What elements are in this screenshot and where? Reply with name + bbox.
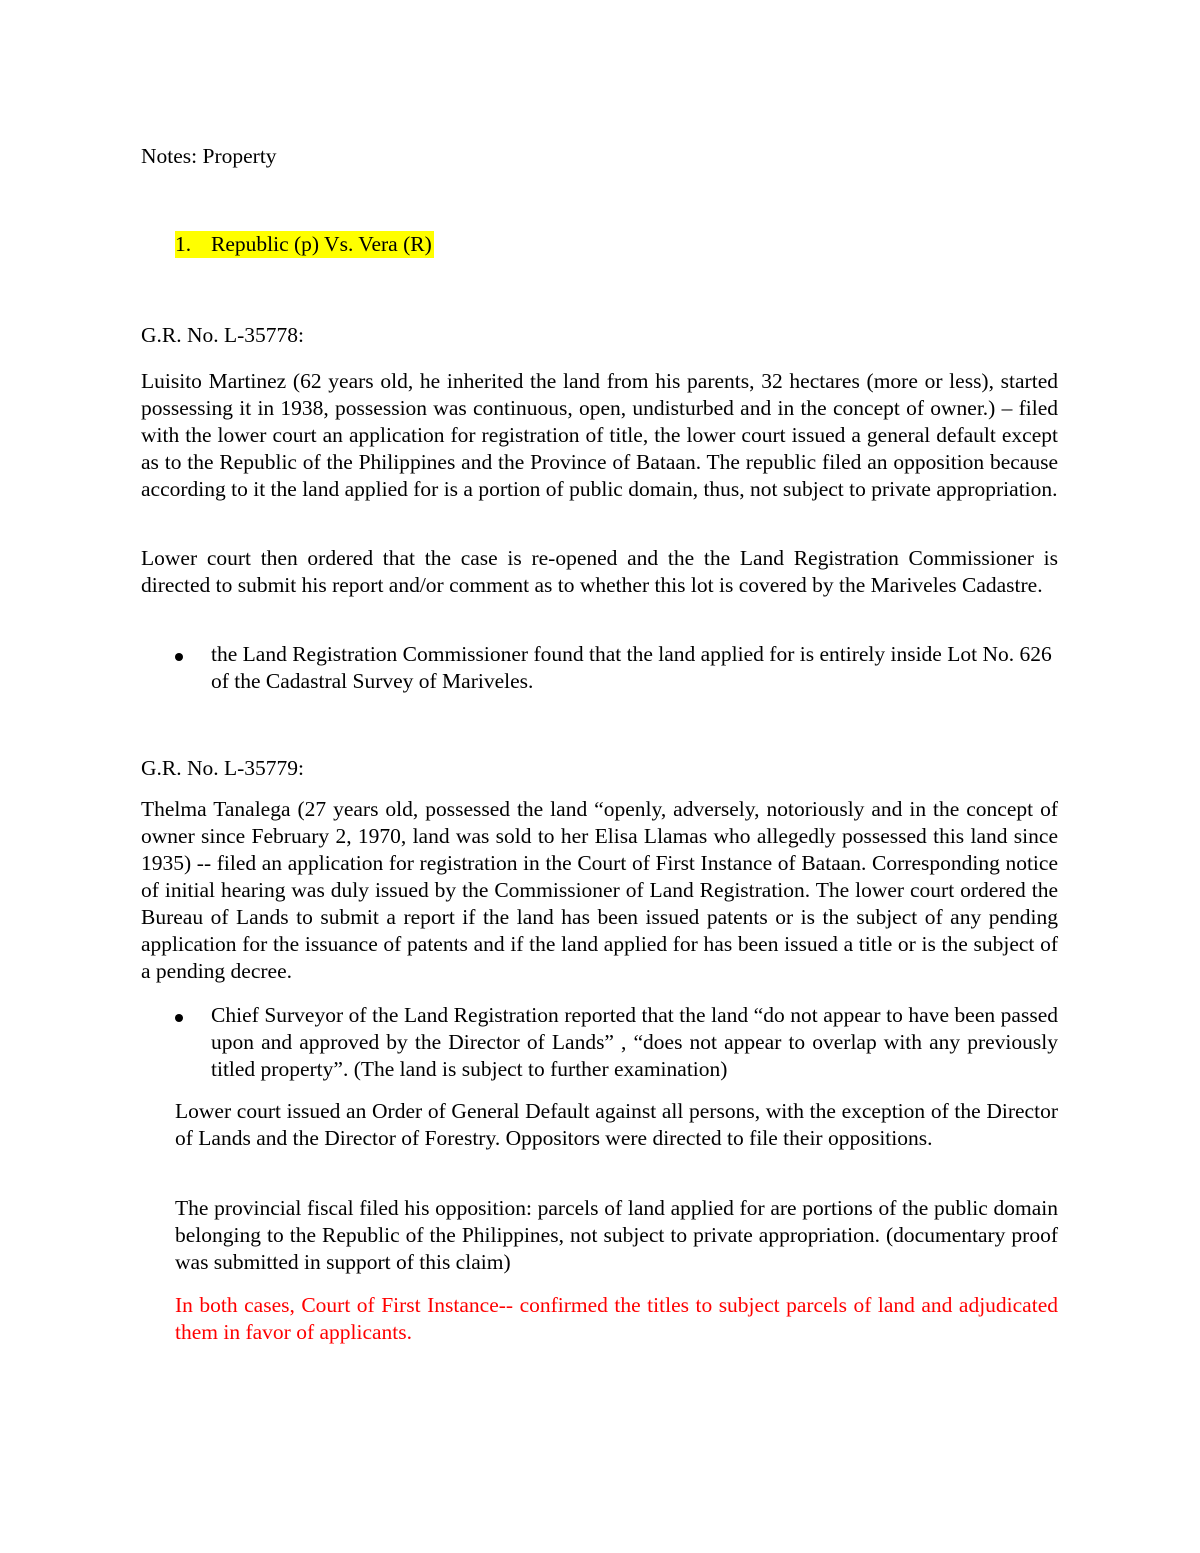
bullet-icon [175,1014,183,1022]
paragraph-martinez-application: Luisito Martinez (62 years old, he inherited the land from his parents, 32 hectares (more or less), started possessing it in 1938, possession was continuous, open, undisturbed and in the concept of owner.) – filed with the lower court an application for registration of title, the lower court issued a general default except as to the Republic of the Philippines and the Province of Bataan. The republic filed an opposition because according to it the land applied for is a portion of public domain, thus, not subject to private appropriation. [141,369,1058,501]
bullet-item-chief-surveyor-report [175,1002,1058,1083]
gr-number-second: G.R. No. L-35779: [141,756,305,780]
paragraph-conclusion: In both cases, Court of First Instance-- confirmed the titles to subject parcels of land and adjudicated them in favor of applicants. [175,1293,1058,1344]
paragraph-tanalega-application: Thelma Tanalega (27 years old, possessed the land “openly, adversely, notoriously and in the concept of owner since February 2, 1970, land was sold to her Elisa Llamas who allegedly possessed this land since 1935) -- filed an application for registration in the Court of First Instance of Bataan. Corresponding notice of initial hearing was duly issued by the Commissioner of Land Registration. The lower court ordered the Bureau of Lands to submit a report if the land has been issued patents or is the subject of any pending application for the issuance of patents and if the land applied for has been issued a title or is the subject of a pending decree. [141,797,1058,983]
bullet-item-commissioner-finding [175,641,1058,695]
case-heading-number: 1. [175,232,192,256]
case-heading [175,231,434,258]
paragraph-lower-court-reopen: Lower court then ordered that the case is re-opened and the the Land Registration Commissioner is directed to submit his report and/or comment as to whether this lot is covered by the Mariveles Cadastre. [141,546,1058,597]
bullet-icon [175,653,183,661]
bullet-text: Chief Surveyor of the Land Registration reported that the land “do not appear to have been passed upon and approved by the Director of Lands” , “does not appear to overlap with any previously titled property”. (The land is subject to further examination) [211,1003,1058,1081]
paragraph-general-default: Lower court issued an Order of General Default against all persons, with the exception of the Director of Lands and the Director of Forestry. Oppositors were directed to file their oppositions. [175,1099,1058,1150]
paragraph-fiscal-opposition: The provincial fiscal filed his opposition: parcels of land applied for are portions of the public domain belonging to the Republic of the Philippines, not subject to private appropriation. (documentary proof was submitted in support of this claim) [175,1196,1058,1274]
bullet-text: the Land Registration Commissioner found that the land applied for is entirely inside Lot No. 626 of the Cadastral Survey of Mariveles. [211,642,1052,693]
gr-number-first: G.R. No. L-35778: [141,323,305,347]
case-heading-text: Republic (p) Vs. Vera (R) [211,232,432,256]
document-title: Notes: Property [141,144,277,168]
